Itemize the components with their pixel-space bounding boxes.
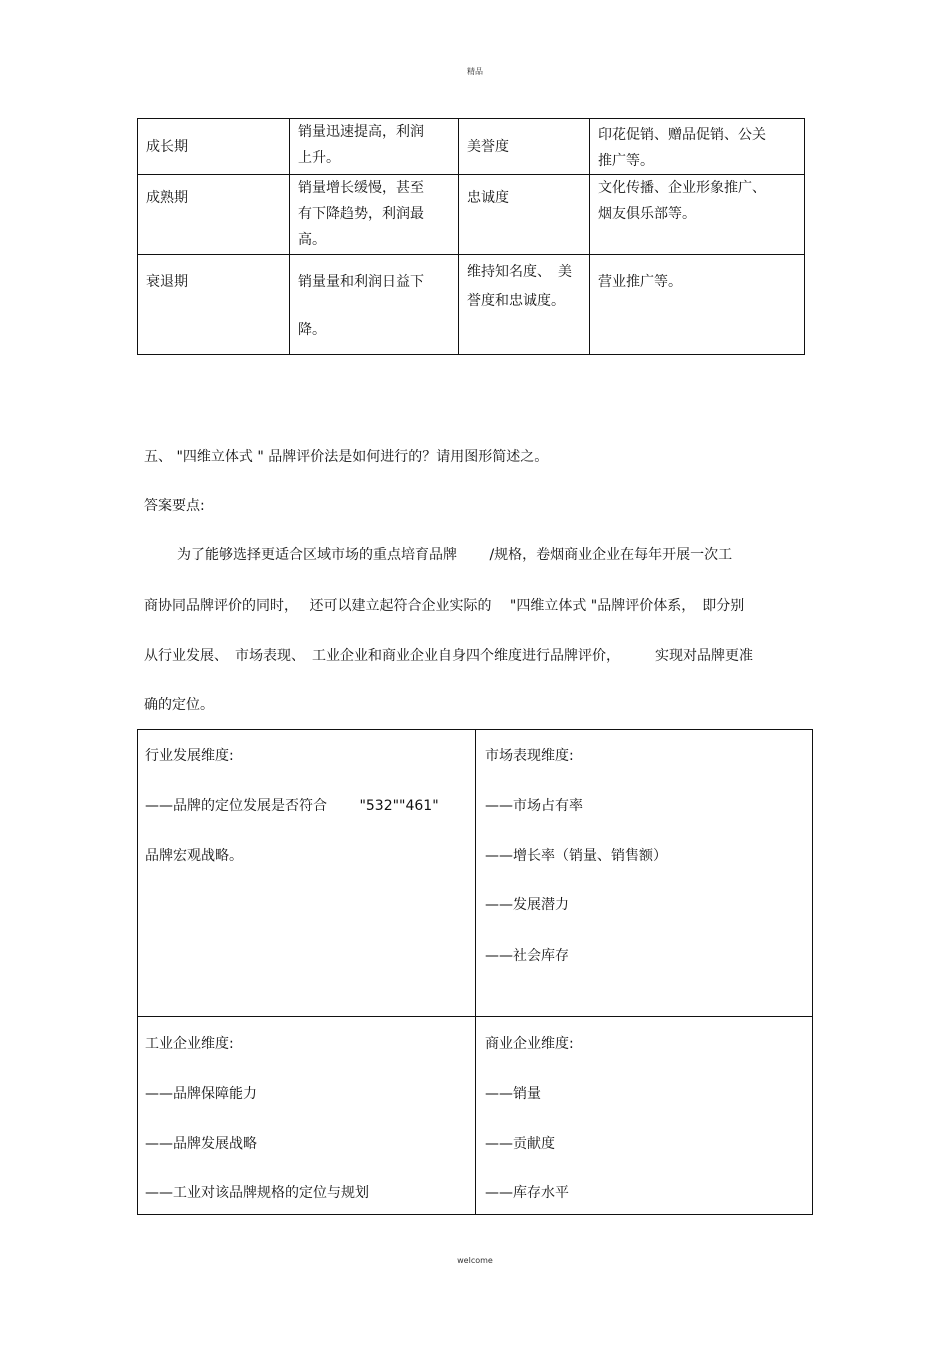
measures-line: 推广等。 bbox=[598, 153, 654, 169]
goal-cell bbox=[459, 175, 590, 255]
dimension-item: ——品牌保障能力 bbox=[145, 1086, 257, 1102]
measures-line: 文化传播、企业形象推广、 bbox=[598, 180, 766, 196]
goal-label: 美誉度 bbox=[467, 138, 509, 155]
dimension-item: ——增长率（销量、销售额） bbox=[485, 848, 667, 864]
footer-watermark: welcome bbox=[457, 1256, 493, 1265]
sales-cell bbox=[290, 119, 459, 175]
question-text: 五、 "四维立体式 " 品牌评价法是如何进行的？请用图形简述之。 bbox=[144, 449, 549, 465]
stage-label: 成熟期 bbox=[146, 190, 188, 206]
dimension-title: 商业企业维度: bbox=[485, 1036, 574, 1052]
measures-line: 烟友俱乐部等。 bbox=[598, 206, 696, 222]
sales-cell bbox=[290, 175, 459, 255]
dimension-title: 市场表现维度: bbox=[485, 748, 574, 764]
sales-line: 上升。 bbox=[298, 150, 340, 166]
stage-cell bbox=[138, 255, 290, 355]
stage-label: 衰退期 bbox=[146, 274, 188, 290]
dimension-item: ——社会库存 bbox=[485, 948, 569, 964]
sales-cell bbox=[290, 255, 459, 355]
table-row bbox=[138, 175, 805, 255]
lifecycle-stage-table bbox=[137, 118, 805, 355]
sales-line: 有下降趋势，利润最 bbox=[298, 206, 424, 222]
sales-line: 销量量和利润日益下 bbox=[298, 274, 424, 290]
measures-cell bbox=[590, 119, 805, 175]
four-dimension-grid bbox=[137, 729, 813, 1215]
sales-line: 销量迅速提高，利润 bbox=[298, 124, 424, 140]
goal-label: 忠诚度 bbox=[467, 190, 509, 206]
sales-line: 降。 bbox=[298, 322, 326, 338]
dimension-item: ——库存水平 bbox=[485, 1185, 569, 1201]
dimension-item: ——品牌的定位发展是否符合 "532""461" bbox=[145, 798, 439, 814]
header-watermark: 精品 bbox=[467, 67, 483, 76]
dimension-item: 品牌宏观战略。 bbox=[145, 848, 243, 864]
measures-line: 印花促销、赠品促销、公关 bbox=[598, 127, 766, 143]
paragraph-line: 从行业发展、 市场表现、 工业企业和商业企业自身四个维度进行品牌评价， 实现对品牌更准 bbox=[144, 648, 753, 664]
grid-divider-horizontal bbox=[138, 1016, 812, 1017]
sales-line bbox=[298, 295, 450, 317]
paragraph-line: 商协同品牌评价的同时， 还可以建立起符合企业实际的 "四维立体式 "品牌评价体系， 即分别 bbox=[144, 598, 745, 614]
dimension-item: ——贡献度 bbox=[485, 1136, 555, 1152]
sales-line: 销量增长缓慢，甚至 bbox=[298, 180, 424, 196]
sales-line: 高。 bbox=[298, 232, 326, 248]
dimension-item: ——市场占有率 bbox=[485, 798, 583, 814]
dimension-title: 工业企业维度: bbox=[145, 1036, 234, 1052]
table-row bbox=[138, 119, 805, 175]
dimension-title: 行业发展维度: bbox=[145, 748, 234, 764]
table-row bbox=[138, 255, 805, 355]
goal-cell bbox=[459, 119, 590, 175]
measures-cell bbox=[590, 175, 805, 255]
stage-label: 成长期 bbox=[146, 138, 188, 155]
dimension-item: ——销量 bbox=[485, 1086, 541, 1102]
dimension-item: ——发展潜力 bbox=[485, 897, 569, 913]
dimension-item: ——工业对该品牌规格的定位与规划 bbox=[145, 1185, 369, 1201]
dimension-item: ——品牌发展战略 bbox=[145, 1136, 257, 1152]
measures-cell bbox=[590, 255, 805, 355]
goal-cell bbox=[459, 255, 590, 355]
goal-line: 维持知名度、 美 bbox=[467, 264, 572, 280]
measures-label: 营业推广等。 bbox=[598, 274, 682, 290]
goal-line: 誉度和忠诚度。 bbox=[467, 293, 565, 309]
answer-heading: 答案要点: bbox=[144, 498, 205, 514]
stage-cell bbox=[138, 175, 290, 255]
paragraph-line: 为了能够选择更适合区域市场的重点培育品牌 /规格，卷烟商业企业在每年开展一次工 bbox=[177, 547, 733, 563]
stage-cell bbox=[138, 119, 290, 175]
paragraph-line: 确的定位。 bbox=[144, 697, 214, 713]
grid-divider-vertical bbox=[475, 730, 476, 1214]
